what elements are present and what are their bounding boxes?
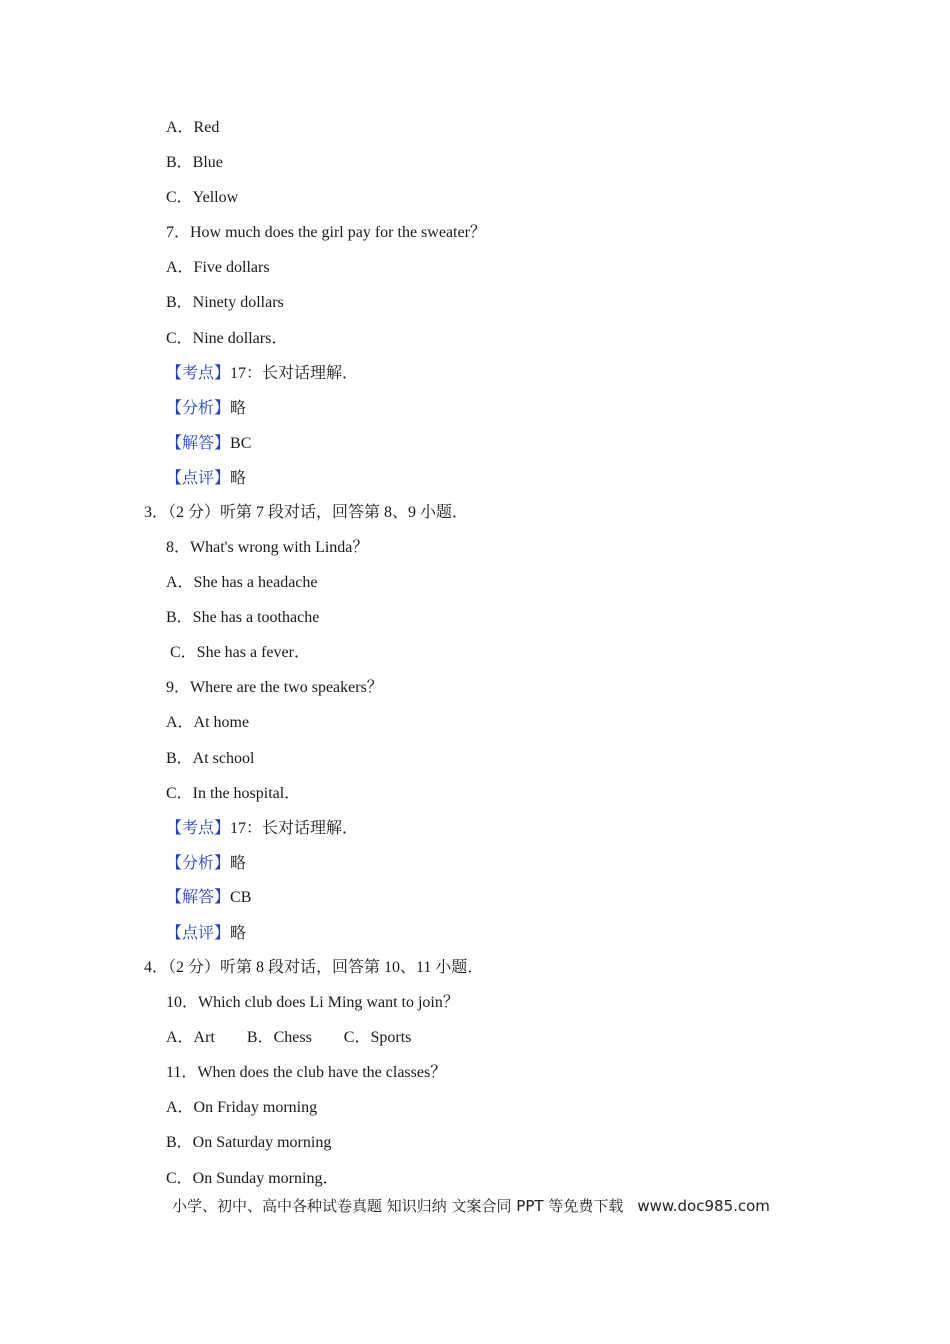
- q9-option-b: B．At school: [166, 750, 255, 767]
- q7-option-a: A．Five dollars: [166, 259, 270, 276]
- dianping-row: [166, 469, 246, 489]
- dianping-tag: 【点评】: [166, 470, 231, 487]
- fenxi-text: 略: [230, 855, 247, 872]
- kaodian-tag: 【考点】: [166, 365, 231, 382]
- q7-option-c: C．Nine dollars．: [166, 330, 288, 347]
- kaodian-text: 17：长对话理解．: [230, 365, 359, 382]
- kaodian-tag: 【考点】: [166, 820, 231, 837]
- fenxi-tag: 【分析】: [166, 855, 231, 872]
- q7-option-b: B．Ninety dollars: [166, 294, 284, 311]
- dianping-tag: 【点评】: [166, 925, 231, 942]
- question-8: 8．What's wrong with Linda？: [166, 539, 369, 556]
- option-b: B．Blue: [166, 154, 223, 171]
- fenxi-row: [166, 854, 246, 874]
- q8-option-c: C．She has a fever．: [170, 644, 310, 661]
- q11-option-c: C．On Sunday morning．: [166, 1170, 339, 1187]
- dianping-row: [166, 924, 246, 944]
- section-3-header: 3．（2 分）听第 7 段对话，回答第 8、9 小题．: [144, 504, 469, 521]
- footer-text: 小学、初中、高中各种试卷真题 知识归纳 文案合同 PPT 等免费下载: [172, 1197, 624, 1215]
- jieda-tag: 【解答】: [166, 435, 231, 452]
- option-a: A．Red: [166, 119, 220, 136]
- question-9: 9．Where are the two speakers？: [166, 679, 383, 696]
- kaodian-row: [166, 819, 358, 839]
- q10-option-c: C．Sports: [343, 1029, 412, 1046]
- kaodian-text: 17：长对话理解．: [230, 820, 359, 837]
- question-7: 7．How much does the girl pay for the sweater？: [166, 224, 486, 241]
- q10-options: [166, 1028, 443, 1048]
- jieda-tag: 【解答】: [166, 889, 231, 906]
- q8-option-b: B．She has a toothache: [166, 609, 320, 626]
- kaodian-row: [166, 364, 358, 384]
- fenxi-row: [166, 399, 246, 419]
- jieda-row: [166, 434, 251, 454]
- fenxi-text: 略: [230, 400, 247, 417]
- fenxi-tag: 【分析】: [166, 400, 231, 417]
- dianping-text: 略: [230, 470, 247, 487]
- jieda-text: CB: [230, 889, 252, 906]
- jieda-text: BC: [230, 435, 252, 452]
- footer-url[interactable]: www.doc985.com: [637, 1197, 770, 1215]
- question-10: 10．Which club does Li Ming want to join？: [166, 994, 459, 1011]
- section-4-header: 4．（2 分）听第 8 段对话，回答第 10、11 小题．: [144, 959, 484, 976]
- question-11: 11．When does the club have the classes？: [166, 1064, 447, 1081]
- option-c: C．Yellow: [166, 189, 239, 206]
- q10-option-b: B．Chess: [246, 1029, 312, 1046]
- q8-option-a: A．She has a headache: [166, 574, 318, 591]
- q10-option-a: A．Art: [166, 1029, 215, 1046]
- q9-option-c: C．In the hospital．: [166, 785, 301, 802]
- jieda-row: [166, 888, 251, 908]
- q9-option-a: A．At home: [166, 714, 250, 731]
- dianping-text: 略: [230, 925, 247, 942]
- page-footer: [172, 1196, 770, 1216]
- q11-option-b: B．On Saturday morning: [166, 1134, 332, 1151]
- q11-option-a: A．On Friday morning: [166, 1099, 318, 1116]
